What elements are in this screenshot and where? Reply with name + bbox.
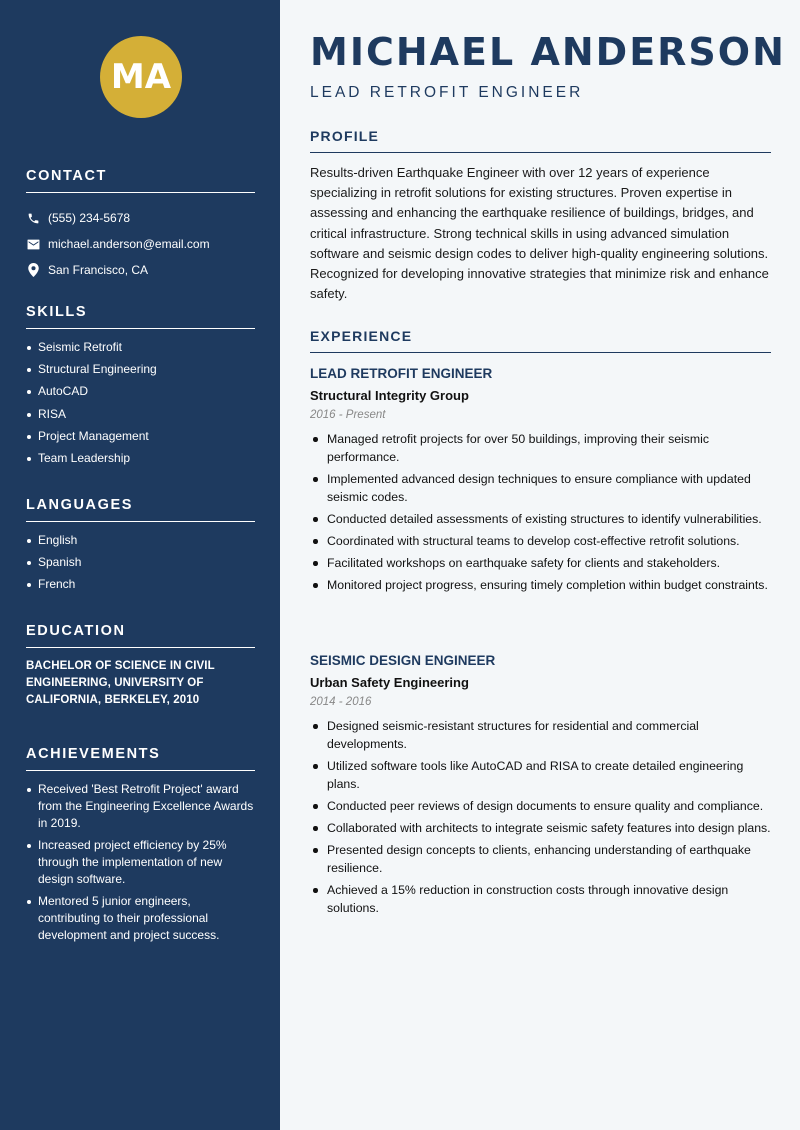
job-company: Structural Integrity Group: [310, 388, 469, 403]
job-bullet: Monitored project progress, ensuring timely completion within budget constraints.: [310, 576, 771, 594]
contact-email[interactable]: [26, 231, 255, 257]
language-item: Spanish: [26, 554, 255, 571]
contact-phone[interactable]: [26, 205, 255, 231]
contact-location: [26, 257, 255, 283]
sidebar: [0, 0, 280, 1130]
achievement-item: Received 'Best Retrofit Project' award from the Engineering Excellence Awards in 2019.: [26, 781, 255, 832]
job-bullet: Managed retrofit projects for over 50 buildings, improving their seismic performance.: [310, 430, 771, 466]
job-bullet: Collaborated with architects to integrate seismic safety features into design plans.: [310, 819, 771, 837]
education-section: [26, 623, 255, 709]
contact-location-text: San Francisco, CA: [48, 263, 149, 277]
contact-section: [26, 168, 255, 283]
job-bullet: Utilized software tools like AutoCAD and RISA to create detailed engineering plans.: [310, 757, 771, 793]
candidate-name: MICHAEL ANDERSON: [310, 30, 786, 74]
language-item: French: [26, 576, 255, 593]
job-entry: [310, 653, 771, 921]
email-icon: [26, 237, 40, 251]
languages-list: [26, 532, 255, 593]
achievements-heading: ACHIEVEMENTS: [26, 746, 255, 771]
languages-section: [26, 497, 255, 599]
achievements-section: [26, 746, 255, 950]
profile-summary: Results-driven Earthquake Engineer with over 12 years of experience specializing in retrofit solutions for existing structures. Proven expertise in assessing and enhancing the earthquake resilience of buildings, bridges, and critical infrastructure. Strong technical skills in using advanced simulation software and seismic design codes to deliver high-quality engineering solutions. Recognized for developing innovative strategies that minimize risk and enhance safety.: [310, 165, 769, 302]
job-title: SEISMIC DESIGN ENGINEER: [310, 653, 496, 668]
contact-heading: CONTACT: [26, 168, 255, 193]
skills-list: [26, 339, 255, 467]
achievement-item: Mentored 5 junior engineers, contributing to their professional development and project success.: [26, 893, 255, 944]
skills-heading: SKILLS: [26, 304, 255, 329]
job-company: Urban Safety Engineering: [310, 675, 469, 690]
skill-item: RISA: [26, 406, 255, 423]
skill-item: Team Leadership: [26, 450, 255, 467]
languages-heading: LANGUAGES: [26, 497, 255, 522]
avatar-initials: MA: [100, 36, 182, 118]
job-bullet: Coordinated with structural teams to develop cost-effective retrofit solutions.: [310, 532, 771, 550]
job-dates: 2016 - Present: [310, 409, 386, 421]
job-bullet: Conducted detailed assessments of existing structures to identify vulnerabilities.: [310, 510, 771, 528]
phone-icon: [26, 211, 40, 225]
job-bullet: Conducted peer reviews of design documents to ensure quality and compliance.: [310, 797, 771, 815]
profile-heading: PROFILE: [310, 128, 771, 153]
education-degree: BACHELOR OF SCIENCE IN CIVIL ENGINEERING, UNIVERSITY OF CALIFORNIA, BERKELEY, 2010: [26, 660, 215, 706]
candidate-role: LEAD RETROFIT ENGINEER: [310, 84, 584, 101]
skill-item: Project Management: [26, 428, 255, 445]
job-bullet: Facilitated workshops on earthquake safety for clients and stakeholders.: [310, 554, 771, 572]
achievements-list: [26, 781, 255, 944]
skill-item: AutoCAD: [26, 383, 255, 400]
job-bullet: Presented design concepts to clients, enhancing understanding of earthquake resilience.: [310, 841, 771, 877]
contact-phone-text: (555) 234-5678: [48, 211, 131, 225]
job-entry: [310, 366, 771, 598]
job-bullet: Designed seismic-resistant structures for residential and commercial developments.: [310, 717, 771, 753]
achievement-item: Increased project efficiency by 25% through the implementation of new design software.: [26, 837, 255, 888]
job-bullet: Achieved a 15% reduction in construction costs through innovative design solutions.: [310, 881, 771, 917]
location-pin-icon: [26, 263, 40, 277]
job-title: LEAD RETROFIT ENGINEER: [310, 366, 493, 381]
skill-item: Seismic Retrofit: [26, 339, 255, 356]
job-dates: 2014 - 2016: [310, 696, 372, 708]
contact-list: [26, 205, 255, 283]
language-item: English: [26, 532, 255, 549]
skill-item: Structural Engineering: [26, 361, 255, 378]
experience-heading: EXPERIENCE: [310, 328, 771, 353]
skills-section: [26, 304, 255, 472]
job-bullet: Implemented advanced design techniques to ensure compliance with updated seismic codes.: [310, 470, 771, 506]
job-bullets: [310, 717, 771, 917]
education-heading: EDUCATION: [26, 623, 255, 648]
contact-email-text: michael.anderson@email.com: [48, 237, 210, 251]
job-bullets: [310, 430, 771, 594]
